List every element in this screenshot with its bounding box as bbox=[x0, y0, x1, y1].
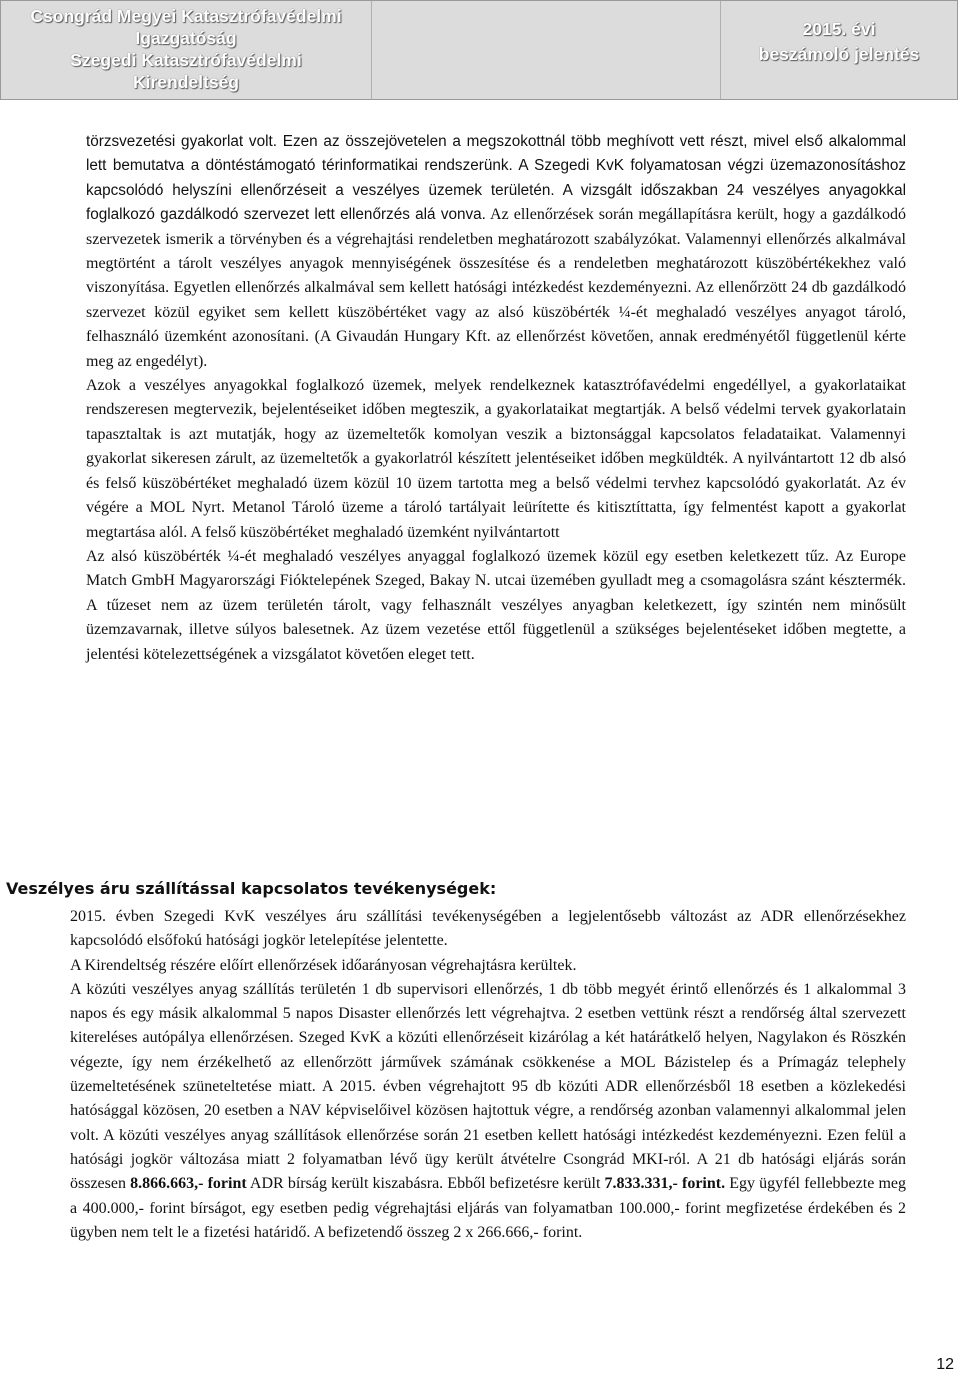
road-transport-text-c: Egy ügyfél fellebbezte meg a 400.000,- forint bírságot, egy esetben pedig végrehajtási eljárás van folyamatban 100.000,- forint megfizetése érdekében és 2 ügyben nem telt le a fizetési határidő. A befizetendő összeg 2 x 266.666,- forint. bbox=[70, 1175, 906, 1241]
header-org-line-2: Igazgatóság bbox=[135, 28, 237, 48]
road-transport-text-b: ADR bírság került kiszabásra. Ebből befizetésre került bbox=[246, 1175, 605, 1193]
fine-paid-amount: 7.833.331,- forint. bbox=[604, 1175, 726, 1193]
paragraph-inspections-sans-part: törzsvezetési gyakorlat volt. Ezen az összejövetelen a megszokottnál több meghívott vett részt, mivel első alkalommal lett bemutatva a döntéstámogató térinformatikai rendszerünk. A Szegedi KvK folyamatosan végzi üzemazonosításhoz kapcsolódó helyszíni ellenőrzéseit a veszélyes üzemek területén. A vizsgált időszakban 24 veszélyes anyagokkal foglalkozó gazdálkodó szervezet lett ellenőrzés alá vonva. bbox=[86, 133, 906, 224]
paragraph-inspections-serif-part: Az ellenőrzések során megállapításra került, hogy a gazdálkodó szervezetek ismerik a törvényben és a végrehajtási rendeletben meghatározott szabályzókat. Valamennyi ellenőrzés alkalmával megtörtént a tárolt veszélyes anyagok mennyiségének összesítése és a rendeletben meghatározott küszöbértékekhez való viszonyítása. Egyetlen ellenőrzés alkalmával sem kellett hatósági intézkedést kezdeményezni. Az ellenőrzött 24 db gazdálkodó szervezet közül egyiket sem kellett küszöbértéket vagy az alsó küszöbérték ¼-ét meghaladó veszélyes anyagot tároló, felhasználó üzemként azonosítani. (A Givaudán Hungary Kft. az ellenőrzést követően, annak eredményétől függetlenül kérte meg az engedélyt). bbox=[86, 206, 907, 370]
page-header bbox=[0, 0, 958, 100]
paragraph-inspections bbox=[86, 130, 906, 374]
paragraph-exercises: Azok a veszélyes anyagokkal foglalkozó üzemek, melyek rendelkeznek katasztrófavédelmi engedéllyel, a gyakorlataikat rendszeresen megtervezik, bejelentéseiket időben megteszik, a gyakorlataikat megtartják. A belső védelmi tervek gyakorlatain tapasztaltak is azt mutatják, hogy az üzemeltetők komolyan veszik a biztonsággal kapcsolatos feladataikat. Valamennyi gyakorlat sikeresen zárult, az üzemeltetők a gyakorlatról készített jelentéseiket időben megküldték. A nyilvántartott 12 db alsó és felső küszöbértéket meghaladó üzem közül 10 üzem tartotta meg a belső védelmi tervhez kapcsolódó gyakorlatát. Az év végére a MOL Nyrt. Metanol Tároló üzeme a tároló tartályait leürítette és kitisztíttatta, így felmentést kapott a gyakorlat megtartása alól. A felső küszöbértéket meghaladó üzemként nyilvántartott bbox=[86, 377, 906, 541]
paragraph-fire-incident: Az alsó küszöbérték ¼-ét meghaladó veszélyes anyaggal foglalkozó üzemek közül egy esetben keletkezett tűz. Az Europe Match GmbH Magyarországi Fióktelepének Szeged, Bakay N. utcai üzemében gyulladt meg a csomagolásra szánt késztermék. A tűzeset nem az üzem területén tárolt, vagy felhasznált veszélyes anyagban keletkezett, így szintén nem minősült üzemzavarnak, illetve súlyos balesetnek. Az üzem vezetése ettől függetlenül a szükséges bejelentéseket időben megtette, a jelentési kötelezettségének a vizsgálatot követően eleget tett. bbox=[86, 547, 906, 663]
header-report-name: beszámoló jelentés bbox=[758, 44, 920, 64]
header-org-line-4: Kirendeltség bbox=[133, 72, 239, 92]
paragraph-inspection-schedule: A Kirendeltség részére előírt ellenőrzések időarányosan végrehajtásra kerültek. bbox=[70, 956, 577, 974]
paragraph-road-transport bbox=[70, 978, 906, 1245]
header-report-title bbox=[721, 1, 957, 115]
page-number: 12 bbox=[936, 1356, 954, 1373]
road-transport-text-a: A közúti veszélyes anyag szállítás területén 1 db supervisori ellenőrzés, 1 db több megyét érintő ellenőrzés és 1 alkalommal 3 napos és egy másik alkalommal 5 napos Disaster ellenőrzés lett végrehajtva. 2 esetben vettünk részt a rendőrség által szervezett kitereléses autópálya ellenőrzésen. Szeged KvK a közúti ellenőrzéseit kizárólag a két határátkelő helyen, Nagylakon és Röszkén végezte, így nem érzékelhető az ellenőrzött járművek számának csökkenése a MOL Bázistelep és a Prímagáz telephely üzemeltetésének szüneteltetése miatt. A 2015. évben végrehajtott 95 db közúti ADR ellenőrzésből 18 esetben a közlekedési hatósággal közösen, 20 esetben a NAV képviselőivel közösen hajtottuk végre, a rendőrség azonban valamennyi alkalommal jelen volt. A közúti veszélyes anyag szállítások ellenőrzése során 21 esetben kellett hatósági intézkedést kezdeményezni. Ezen felül a hatósági jogkör változása miatt 2 folyamatban lévő ügy került átvételre Csongrád MKI-ról. A 21 db hatósági eljárás során összesen bbox=[70, 980, 906, 1193]
section-heading-dangerous-goods: Veszélyes áru szállítással kapcsolatos tevékenységek: bbox=[6, 879, 497, 898]
header-org-line-1: Csongrád Megyei Katasztrófavédelmi bbox=[30, 6, 342, 26]
header-org-line-3: Szegedi Katasztrófavédelmi bbox=[70, 50, 302, 70]
fine-total-amount: 8.866.663,- forint bbox=[130, 1175, 247, 1193]
section-dangerous-goods-transport bbox=[70, 905, 906, 1245]
header-spacer-cell bbox=[371, 1, 721, 99]
section-hazardous-plants bbox=[86, 130, 906, 667]
header-report-year: 2015. évi bbox=[802, 19, 876, 39]
paragraph-adr-authority: 2015. évben Szegedi KvK veszélyes áru szállítási tevékenységében a legjelentősebb változást az ADR ellenőrzésekhez kapcsolódó elsőfokú hatósági jogkör letelepítése jelentette. bbox=[70, 908, 906, 950]
header-organization bbox=[1, 1, 371, 103]
